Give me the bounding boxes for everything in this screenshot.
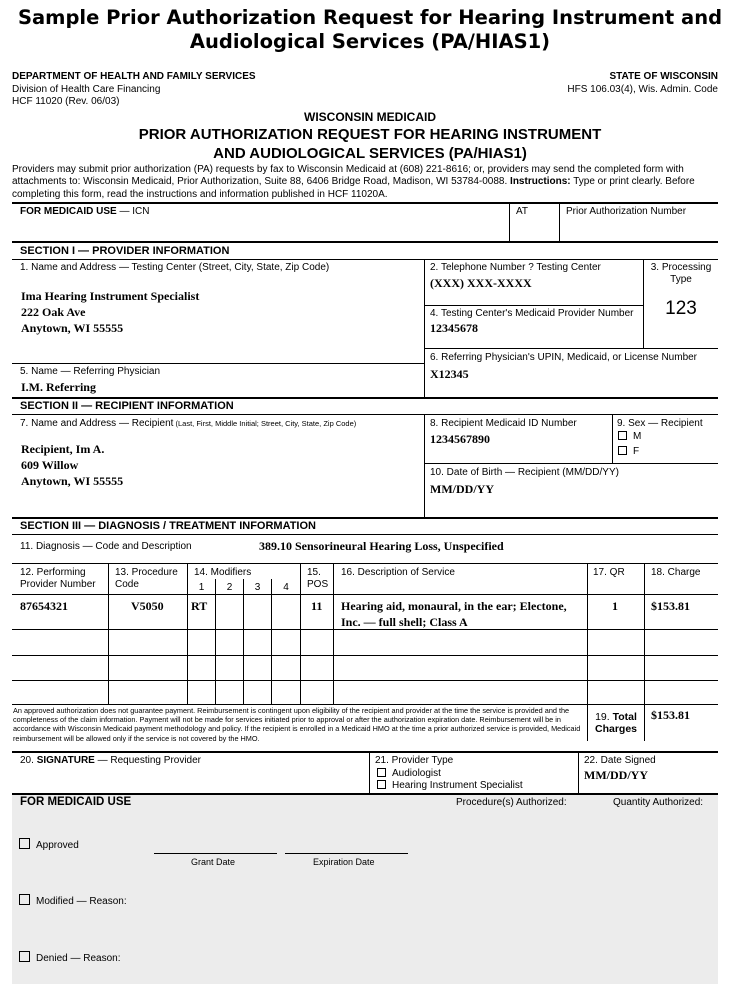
grant-date-label: Grant Date: [191, 857, 236, 867]
field7-label-main: 7. Name and Address — Recipient: [20, 418, 174, 429]
sex-option-m[interactable]: [618, 431, 641, 443]
state-name: STATE OF WISCONSIN: [609, 71, 718, 82]
divider: [12, 241, 718, 243]
testing-center-city[interactable]: Anytown, WI 55555: [21, 321, 124, 335]
recipient-city[interactable]: Anytown, WI 55555: [21, 474, 124, 488]
sex-f-label: F: [633, 446, 640, 457]
col15-header-line2: POS: [307, 579, 329, 590]
provider-type-his[interactable]: [377, 780, 523, 792]
field11-label: 11. Diagnosis — Code and Description: [20, 541, 192, 552]
recipient-name[interactable]: Recipient, Im A.: [21, 442, 105, 456]
checkbox-icon[interactable]: [19, 894, 30, 905]
row1-pos[interactable]: 11: [311, 599, 323, 613]
quantity-authorized-label: Quantity Authorized:: [613, 797, 704, 808]
instructions-label: Instructions:: [510, 176, 571, 188]
field21-label: 21. Provider Type: [375, 755, 454, 766]
col12-header-line1: 12. Performing: [20, 567, 86, 578]
field3-label-line2: Type: [670, 274, 692, 285]
recipient-medicaid-id[interactable]: 1234567890: [430, 432, 490, 446]
field7-label-hint: (Last, First, Middle Initial; Street, City, State, Zip Code): [173, 419, 357, 428]
intro-text: Providers may submit prior authorization (PA) requests by fax to Wisconsin Medicaid at (608) 221-8616; or, providers may send the completed form with attachments to: Wisconsin Medicaid, Prior Authorization, Suite 88, 6406 Bridge Road, Madison, WI 53784-0088.: [12, 164, 684, 188]
section3-title: SECTION III — DIAGNOSIS / TREATMENT INFORMATION: [20, 520, 316, 532]
dept-name: DEPARTMENT OF HEALTH AND FAMILY SERVICES: [12, 71, 256, 82]
approved-option[interactable]: [19, 838, 79, 852]
divider: [12, 655, 718, 656]
processing-type-value[interactable]: 123: [665, 298, 697, 319]
medicaid-use-title: FOR MEDICAID USE: [20, 796, 132, 808]
page-title: [0, 6, 740, 54]
referring-physician-name[interactable]: I.M. Referring: [21, 380, 96, 394]
field6-label: 6. Referring Physician's UPIN, Medicaid, or License Number: [430, 352, 698, 363]
field19-label-charges: Charges: [594, 723, 637, 735]
section2-title: SECTION II — RECIPIENT INFORMATION: [20, 400, 234, 412]
form-title-line2: AND AUDIOLOGICAL SERVICES (PA/HIAS1): [213, 145, 527, 162]
sex-option-f[interactable]: [618, 446, 639, 458]
date-signed-value[interactable]: MM/DD/YY: [584, 768, 648, 782]
field20-rest: — Requesting Provider: [94, 755, 202, 766]
row1-description-line1[interactable]: Hearing aid, monaural, in the ear; Electone,: [341, 599, 567, 613]
divider: [12, 259, 718, 260]
field10-label: 10. Date of Birth — Recipient (MM/DD/YY): [430, 467, 619, 478]
row1-procedure-code[interactable]: V5050: [131, 599, 164, 613]
form-number: HCF 11020 (Rev. 06/03): [12, 96, 120, 107]
field4-label: 4. Testing Center's Medicaid Provider Number: [430, 308, 634, 319]
at-label: AT: [516, 206, 529, 217]
his-label: Hearing Instrument Specialist: [392, 780, 523, 791]
modifier4-header: 4: [283, 582, 289, 593]
field20-num: 20.: [20, 755, 37, 766]
icn-label: — ICN: [116, 206, 150, 217]
medicaid-provider-number[interactable]: 12345678: [430, 321, 478, 335]
modified-label: Modified — Reason:: [36, 896, 127, 907]
denied-option[interactable]: [19, 951, 121, 965]
row1-qr[interactable]: 1: [612, 599, 618, 613]
divider: [12, 363, 424, 364]
divider: [425, 463, 718, 464]
divider: [425, 348, 718, 349]
row1-charge[interactable]: $153.81: [651, 599, 690, 613]
field2-label: 2. Telephone Number ? Testing Center: [430, 262, 601, 273]
division-name: Division of Health Care Financing: [12, 83, 161, 95]
col12-header: [20, 567, 96, 591]
divider: [12, 704, 718, 705]
field1-label: 1. Name and Address — Testing Center (Street, City, State, Zip Code): [20, 262, 330, 273]
divider: [108, 564, 109, 704]
field3-label: [644, 262, 718, 286]
field7-label: [20, 418, 356, 430]
page-title-line2: Audiological Services (PA/HIAS1): [189, 30, 551, 53]
modifier2-header: 2: [226, 582, 233, 593]
field22-label: 22. Date Signed: [584, 755, 656, 766]
field5-label: 5. Name — Referring Physician: [20, 366, 161, 377]
row1-provider[interactable]: 87654321: [20, 599, 68, 613]
instructions-text: Type or print clearly. Before completing this form, read the instructions and information published in HCF 11020A.: [12, 176, 695, 200]
total-charges-value[interactable]: $153.81: [651, 708, 690, 722]
modified-option[interactable]: [19, 894, 127, 908]
modifier3-header: 3: [254, 582, 261, 593]
medicaid-use-label: FOR MEDICAID USE: [20, 206, 117, 217]
denied-label: Denied — Reason:: [36, 953, 121, 964]
disclaimer-text: An approved authorization does not guarantee payment. Reimbursement is contingent upon eligibility of the recipient and provider at the time the service is provided and the completeness of the claim information. Payment will not be made for services initiated prior to approval or after the authorization expiration date. Reimbursement will be in accordance with Wisconsin Medicaid payment methodology and policy. If the recipient is enrolled in a Medicaid HMO at the time a prior authorized service is provided, Medicaid reimbursement will be allowed only if the service is not covered by the HMO.: [13, 706, 581, 743]
divider: [12, 563, 718, 564]
divider: [559, 203, 560, 241]
checkbox-icon[interactable]: [618, 446, 627, 455]
divider: [243, 579, 244, 704]
divider: [578, 752, 579, 793]
physician-upin-value[interactable]: X12345: [430, 367, 469, 381]
divider: [424, 260, 425, 397]
modifier1-header: 1: [198, 582, 205, 593]
divider: [12, 534, 718, 535]
divider: [612, 415, 613, 463]
divider: [509, 203, 510, 241]
divider: [12, 202, 718, 204]
divider: [12, 594, 718, 595]
recipient-street[interactable]: 609 Willow: [21, 458, 79, 472]
pa-number-label: Prior Authorization Number: [566, 206, 687, 217]
divider: [271, 579, 272, 704]
col15-header-line1: 15.: [307, 567, 321, 578]
provider-type-audiologist[interactable]: [377, 768, 441, 780]
field20-label: [20, 755, 201, 767]
procedures-authorized-label: Procedure(s) Authorized:: [456, 797, 567, 808]
header-right: [567, 71, 718, 96]
col13-header-line1: 13. Procedure: [115, 567, 178, 578]
col18-header: 18. Charge: [651, 567, 701, 578]
field19-label: [588, 711, 644, 735]
checkbox-icon[interactable]: [19, 838, 30, 849]
field19-label-total: Total: [612, 711, 637, 723]
divider: [300, 564, 301, 704]
row1-modifier1[interactable]: RT: [191, 599, 208, 613]
expiration-date-label: Expiration Date: [313, 857, 375, 867]
grant-date-line[interactable]: [154, 853, 277, 854]
row1-description-line2[interactable]: Inc. — full shell; Class A: [341, 615, 468, 629]
field3-label-line1: 3. Processing: [650, 262, 712, 273]
divider: [12, 793, 718, 795]
testing-center-street[interactable]: 222 Oak Ave: [21, 305, 86, 319]
statute-ref: HFS 106.03(4), Wis. Admin. Code: [567, 83, 718, 95]
col12-header-line2: Provider Number: [20, 579, 96, 590]
section1-title: SECTION I — PROVIDER INFORMATION: [20, 245, 230, 257]
field9-label: 9. Sex — Recipient: [617, 418, 703, 429]
divider: [424, 415, 425, 517]
col14-header: 14. Modifiers: [194, 567, 252, 578]
checkbox-icon[interactable]: [19, 951, 30, 962]
divider: [644, 564, 645, 741]
page-title-line1: Sample Prior Authorization Request for Hearing Instrument and: [17, 6, 723, 29]
col16-header: 16. Description of Service: [341, 567, 455, 578]
field20-signature: SIGNATURE: [36, 755, 95, 766]
checkbox-icon[interactable]: [618, 431, 627, 440]
divider: [12, 680, 718, 681]
expiration-date-line[interactable]: [285, 853, 408, 854]
divider: [12, 517, 718, 519]
form-agency: WISCONSIN MEDICAID: [304, 110, 436, 124]
checkbox-icon[interactable]: [377, 780, 386, 789]
divider: [12, 397, 718, 399]
field19-label-num: 19.: [595, 711, 613, 723]
col13-header: [115, 567, 178, 591]
audiologist-label: Audiologist: [392, 768, 441, 779]
medicaid-use-icn: [20, 206, 149, 218]
divider: [215, 579, 216, 704]
divider: [12, 751, 718, 753]
divider: [369, 752, 370, 793]
checkbox-icon[interactable]: [377, 768, 386, 777]
divider: [425, 305, 643, 306]
col17-header: 17. QR: [593, 567, 625, 578]
header-left: [12, 71, 256, 109]
col13-header-line2: Code: [115, 579, 139, 590]
field8-label: 8. Recipient Medicaid ID Number: [430, 418, 577, 429]
col15-header: [307, 567, 328, 591]
approved-label: Approved: [36, 840, 79, 851]
telephone-value[interactable]: (XXX) XXX-XXXX: [430, 276, 532, 290]
intro-paragraph: [12, 164, 717, 201]
testing-center-name[interactable]: Ima Hearing Instrument Specialist: [21, 289, 200, 303]
sex-m-label: M: [633, 431, 642, 442]
date-of-birth-value[interactable]: MM/DD/YY: [430, 482, 494, 496]
divider: [333, 564, 334, 704]
form-title-line1: PRIOR AUTHORIZATION REQUEST FOR HEARING INSTRUMENT: [138, 126, 602, 143]
diagnosis-value[interactable]: 389.10 Sensorineural Hearing Loss, Unspecified: [259, 539, 504, 553]
